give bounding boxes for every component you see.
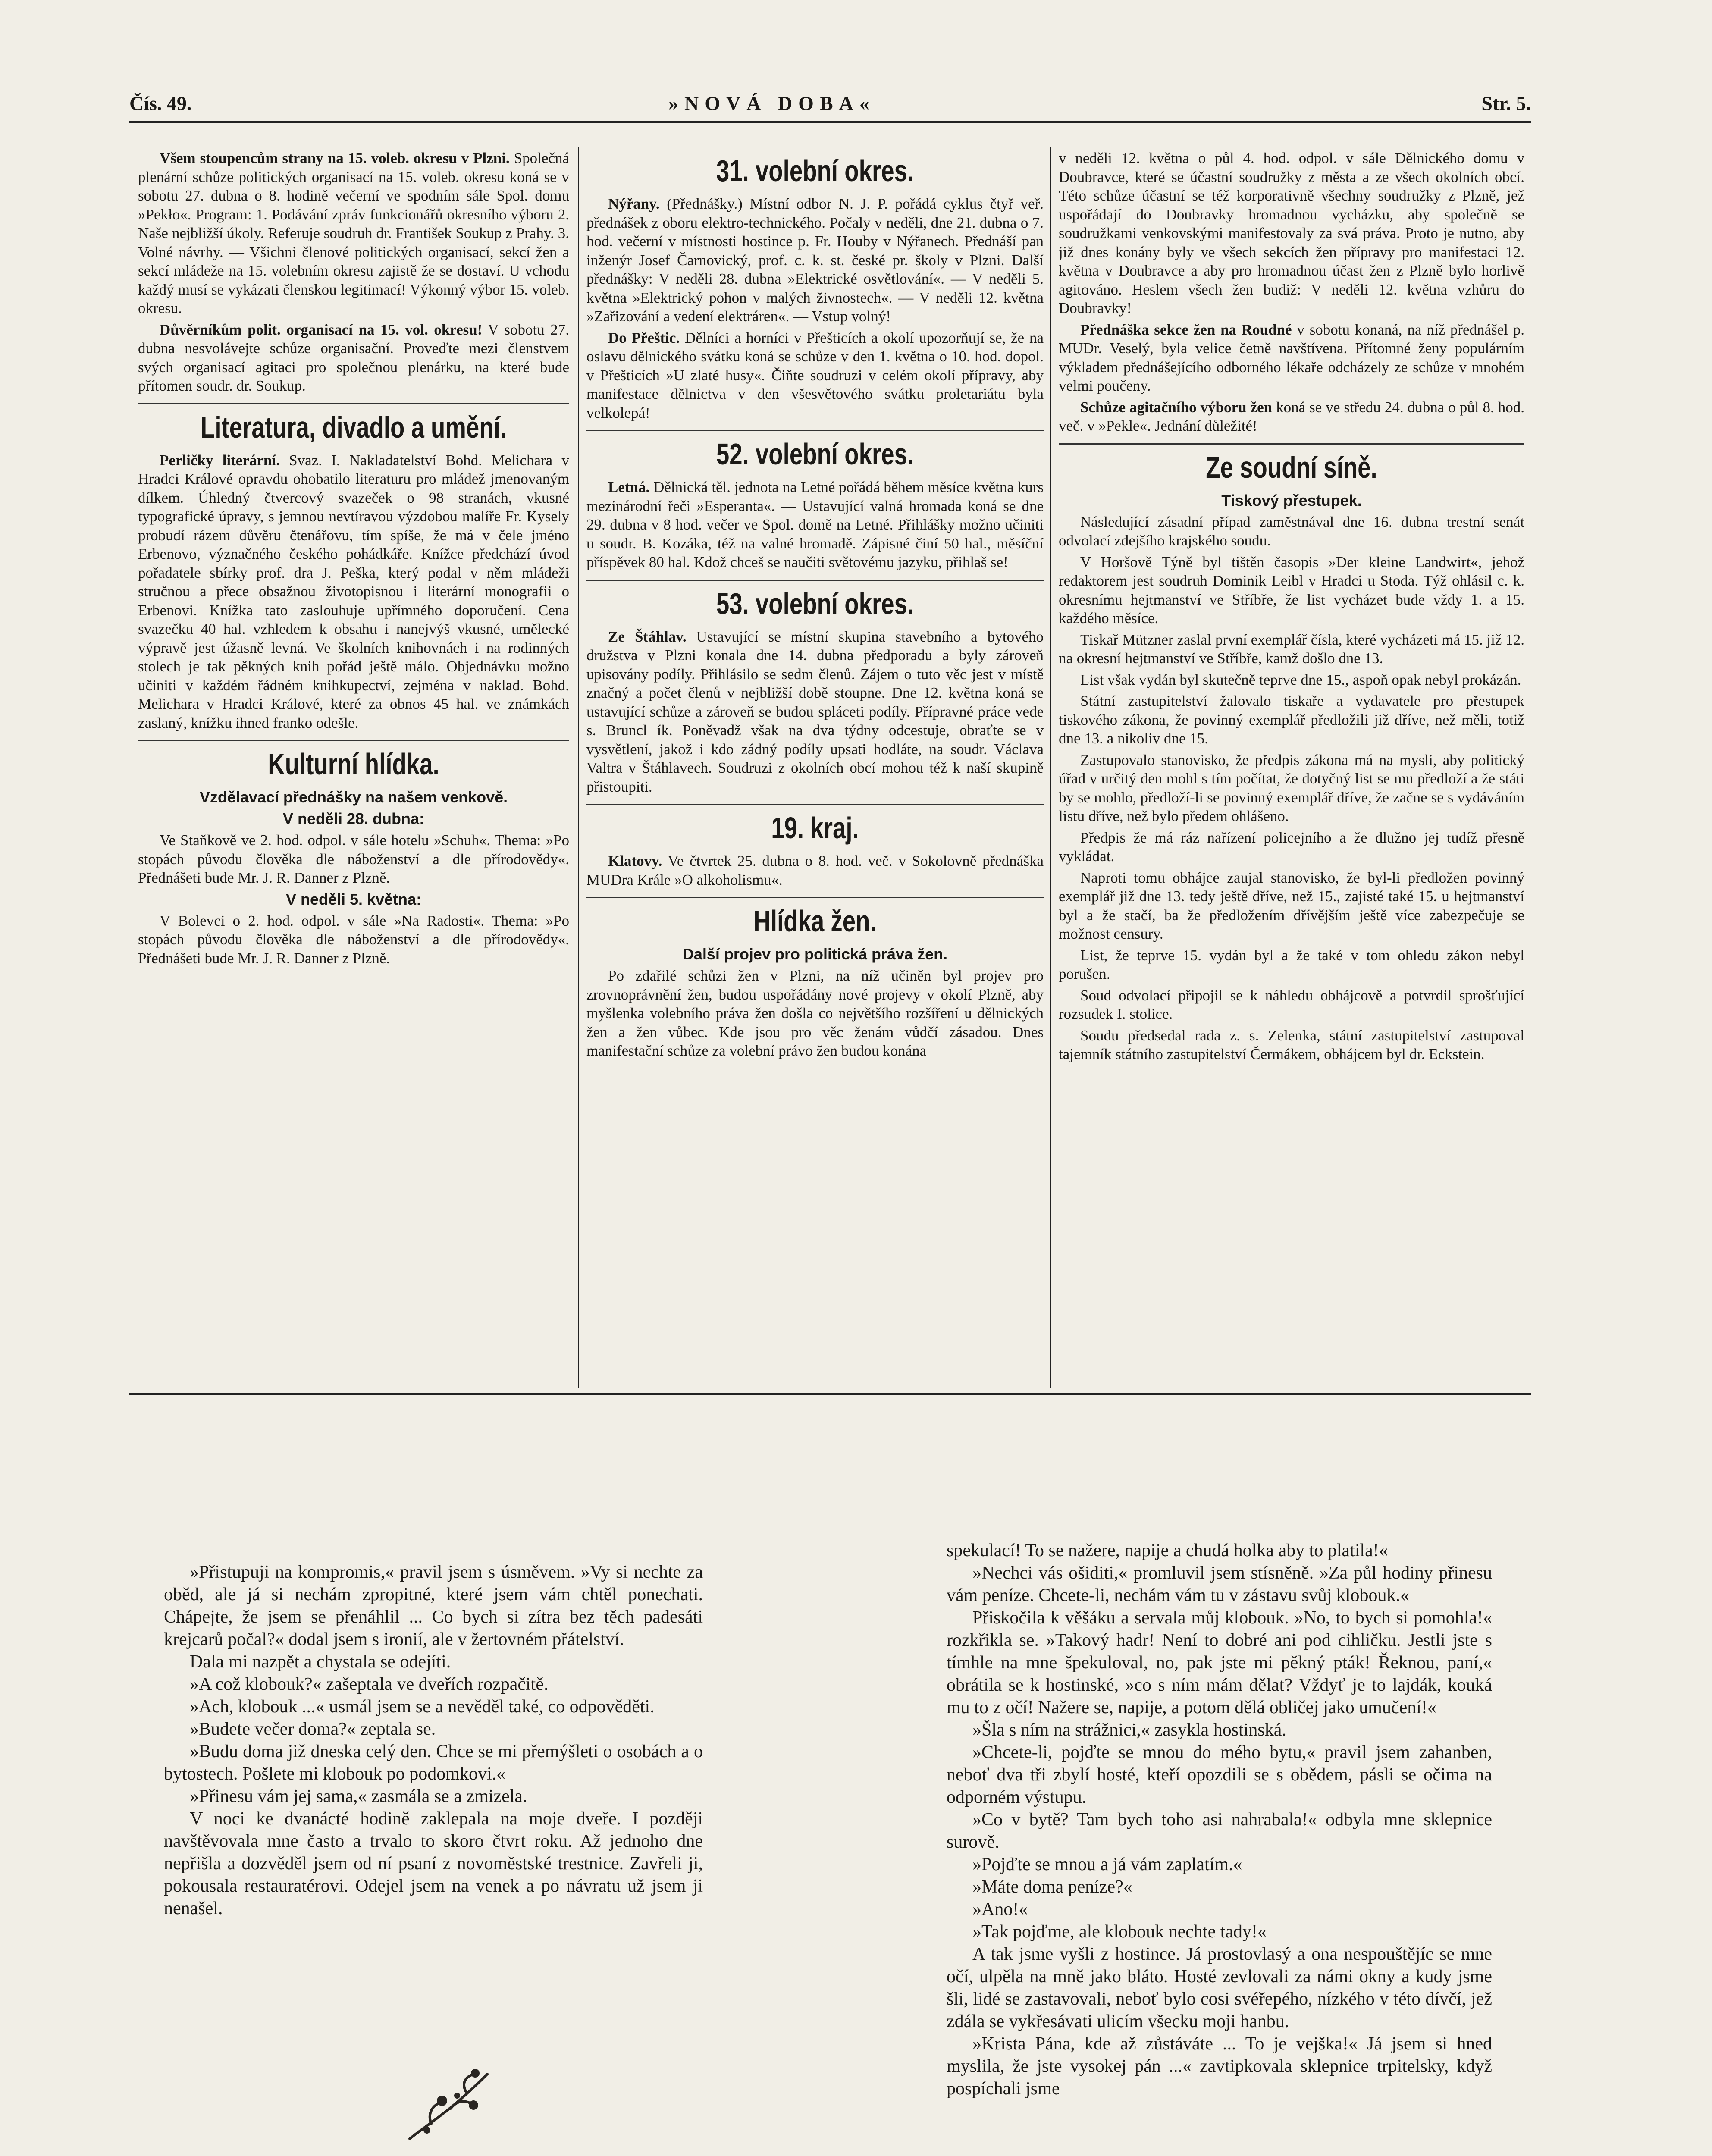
story-paragraph: »Tak pojďme, ale klobouk nechte tady!« [972, 1922, 1267, 1942]
story-paragraph: Dala mi nazpět a chystala se odejíti. [190, 1652, 451, 1672]
page-header [129, 88, 1531, 119]
story-paragraph: »Přistupuji na kompromis,« pravil jsem s úsměvem. »Vy si nechte za oběd, ale já si nechám zpropitné, které jsem vám chtěl ponechati. Chápejte, že jsem se přenáhlil ... Co bych si zítra bez těch padesáti krejcarů počal?« dodal jsem s ironií, ale v žertovném přátelství. [164, 1562, 703, 1649]
article-letna [586, 478, 1044, 572]
article-prestice [586, 329, 1044, 423]
article-body: koná se ve středu 24. dubna o půl 8. hod. več. v »Pekle«. Jednání důležité! [1059, 398, 1524, 434]
story-left-column [164, 1561, 703, 2048]
article-lead: Ze Štáhlav. [608, 628, 687, 645]
article-women-continued: v neděli 12. května o půl 4. hod. odpol. v sále Dělnického domu v Doubravce, které se účastní soudružky z města a ze všech okolních obcí. Této schůze účastní se též korporativně všechny soudružky z Plzně, jež uspořádají do Doubravky hromadnou vycházku, aby společně se soudružkami venkovskými manifestovaly za svá práva. Proto je nutno, aby již dnes konány byly ve všech sekcích žen přípravy pro manifestaci 12. května v Doubravce a aby pro hromadnou účast žen z Plzně bylo horlivě agitováno. Heslem všech žen budiž: V neděli 12. května vzhůru do Doubravky! [1059, 150, 1524, 317]
date-heading: V neděli 5. května: [285, 890, 422, 908]
article-body: Ustavující se místní skupina stavebního a bytového družstva v Plzni konala dne 14. dubna předporadu a byly zároveň upisovány podíly. Přihlásilo se sedm členů. Zájem o tuto věc jest v místě značný a počet členů v nejbližší době stoupne. Dne 12. května koná se ustavující schůze a zároveň se budou spláceti podíly. Přípravné práce vede s. Bruncl ík. Poněvadž však na dva týdny odcestuje, obraťte se v vysvětlení, jakož i kdo zádný podíly upsati hodláte, na soudr. Václava Valtra v Štáhlavech. Soudruzi z okolních obcí mohou též k naší skupině přistoupiti. [586, 628, 1044, 795]
article-body: Svaz. I. Nakladatelství Bohd. Melichara v Hradci Králové opravdu ohobatilo literaturu pro mládež jmenovaným dílkem. Úhledný čtvercový svazeček o 98 stranách, vkusné typografické úpravy, s jemnou nevtíravou výzdobou malíře Fr. Kysely probudí rázem důvěru čtenářovu, tím spíše, že má v čele jméno Erbenovo, význačného českého pohádkáře. Knížce předchází úvod pořadatele sbírky prof. dra J. Peška, který podal v něm mládeži stručnou a přece obsažnou životopisnou i literární monografii o Erbenovi. Knížka tato zaslouhuje upřímného doporučení. Cena svazečku 40 hal. vzhledem k obsahu i nanejvýš vkusné, umělecké výpravě jest úžasně levná. Ve školních knihovnách i na rodinných stolech je tak pěkných knih pořád ještě málo. Objednávku možno učiniti v každém řádném knihkupectví, zejména v naklad. Bohd. Melichara v Hradci Králové, které za obnos 45 hal. ve známkách zaslaný, knížku ihned franko odešle. [138, 451, 569, 731]
story-paragraph: »A což klobouk?« zašeptala ve dveřích rozpačitě. [190, 1674, 549, 1694]
court-paragraph: Tiskař Mützner zaslal první exemplář čísla, které vycházeti má 15. již 12. na okresní hejtmanství ve Stříbře, kamž došlo dne 13. [1059, 631, 1524, 667]
story-paragraph: »Ach, klobouk ...« usmál jsem se a nevěděl také, co odpověděti. [190, 1697, 655, 1717]
court-paragraph: List, že teprve 15. vydán byl a že také v tom ohledu zákon nebyl porušen. [1059, 946, 1524, 982]
court-paragraph: Soudu předsedal rada z. s. Zelenka, státní zastupitelství zastupoval tajemník státního zastupitelství Čermákem, obhájcem byl dr. Eckstein. [1059, 1027, 1524, 1062]
article-body: Ve čtvrtek 25. dubna o 8. hod. več. v Sokolovně přednáška MUDra Krále »O alkoholismu«. [586, 852, 1044, 888]
page-number: Str. 5. [1481, 92, 1531, 114]
story-paragraph: spekulací! To se nažere, napije a chudá holka aby to platila!« [947, 1541, 1388, 1561]
story-paragraph: »Ano!« [972, 1899, 1028, 1919]
column-rule-1 [578, 147, 579, 1388]
article-lead: Přednáška sekce žen na Roudné [1080, 321, 1292, 338]
story-paragraph: V noci ke dvanácté hodině zaklepala na moje dveře. I později navštěvovala mne často a trvalo to skoro čtvrt roku. Až jednoho dne nepřišla a dozvěděl jsem od ní psaní z novoměstské trestnice. Zavřeli ji, pokousala restauratérovi. Odejel jsem na venek a po návratu už jsem ji nenašel. [164, 1809, 703, 1918]
section-subheading: Vzdělavací přednášky na našem venkově. [199, 788, 508, 806]
section-heading-53: 53. volební okres. [716, 586, 914, 620]
article-lead: Všem stoupencům strany na 15. voleb. okresu v Plzni. [160, 150, 510, 166]
story-right-column [947, 1539, 1492, 2152]
story-paragraph: »Nechci vás ošiditi,« promluvil jsem stísněně. »Za půl hodiny přinesu vám peníze. Chcete-li, nechám vám tu v zástavu svůj klobouk.« [947, 1563, 1492, 1605]
article-lead: Perličky literární. [160, 451, 280, 469]
separator [586, 580, 1044, 581]
separator [586, 804, 1044, 805]
section-heading-52: 52. volební okres. [716, 437, 914, 471]
header-rule [129, 121, 1531, 123]
article-women-rights: Po zdařilé schůzi žen v Plzni, na níž učiněn byl projev pro zrovnoprávnění žen, budou uspořádány nové projevy v okolí Plzně, aby myšlenka volebního práva žen došla co největšího rozšíření u dělnických žen a žen vůbec. Kde jsou pro věc ženám vůdčí zásadou. Dnes manifestační schůze za volební právo žen budou konána [586, 967, 1044, 1059]
section-subheading: Tiskový přestupek. [1221, 491, 1362, 509]
article-body: Dělnická těl. jednota na Letné pořádá během měsíce května kurs mezinárodní řeči »Esperanta«. — Ustavující valná hromada koná se dne 29. dubna v 8 hod. večer ve Spol. domě na Letné. Přihlášky možno učiniti u soudr. B. Kozáka, též na valné hromadě. Zápisné činí 50 hal., měsíční příspěvek 80 hal. Kdož chceš se naučiti světovému jazyku, přihlaš se! [586, 479, 1044, 570]
story-paragraph: »Krista Pána, kde až zůstáváte ... To je vejška!« Já jsem si hned myslila, že jste vysokej pán ...« zavtipkovala sklepnice trpitelsky, když pospíchali jsme [947, 2034, 1492, 2099]
court-paragraph: Následující zásadní případ zaměstnával dne 16. dubna trestní senát odvolací zdejšího krajského soudu. [1059, 513, 1524, 549]
separator [586, 897, 1044, 898]
floral-ornament-icon [401, 2065, 496, 2143]
article-body: v sobotu konaná, na níž přednášel p. MUDr. Veselý, byla velice četně navštívena. Přítomné ženy populárním výkladem přednášejícího odborného lékaře odcházely ze schůze v mnohém velmi poučeny. [1059, 321, 1524, 394]
separator [138, 403, 569, 404]
article-trustees [138, 320, 569, 395]
article-body: Dělníci a horníci v Přešticích a okolí upozorňují se, že na oslavu dělnického svátku koná se schůze v den 1. května o 10. hod. dopol. v Přešticích »U zlaté husy«. Čiňte soudruzi v celém okolí přípravy, aby manifestace dělnictva v den všesvětového svátku proletariátu byla velkolepá! [586, 329, 1044, 421]
column-1 [138, 149, 569, 1386]
article-lead: Důvěrníkům polit. organisací na 15. vol. okresu! [160, 321, 483, 338]
article-stahlavy [586, 627, 1044, 796]
section-heading-31: 31. volební okres. [716, 154, 914, 188]
article-nyrany [586, 194, 1044, 326]
story-paragraph: Přiskočila k věšáku a servala můj klobouk. »No, to bych si pomohla!« rozkřikla se. »Takový hadr! Není to dobré ani pod cihličku. Jestli jste s tímhle na mne špekuloval, no, pak jste mi pěkný pták! Řeknou, paní,« obrátila se k hostinské, »co s ním mám dělat? Vždyť je to lajdák, kouká mu to z očí! Nažere se, napije, a potom dělá obličej jako umučení!« [947, 1608, 1492, 1717]
separator [1059, 443, 1524, 445]
story-paragraph: »Co v bytě? Tam bych toho asi nahrabala!« odbyla mne sklepnice surově. [947, 1810, 1492, 1852]
story-paragraph: »Chcete-li, pojďte se mnou do mého bytu,« pravil jsem zahanben, neboť dva tři zbylí hosté, kteří opozdili se s obědem, pásli se očima na odporném výstupu. [947, 1742, 1492, 1807]
article-body: V sobotu 27. dubna nesvolávejte schůze organisační. Proveďte mezi členstvem svých organisací agitaci pro společnou plenárku, na které bude přítomen soudr. dr. Soukup. [138, 321, 569, 394]
issue-number: Čís. 49. [129, 92, 192, 114]
section-heading-women: Hlídka žen. [753, 904, 877, 938]
separator [138, 740, 569, 741]
section-heading-court: Ze soudní síně. [1206, 450, 1377, 484]
story-paragraph: »Máte doma peníze?« [972, 1877, 1132, 1897]
court-paragraph: Soud odvolací připojil se k náhledu obhájcově a potvrdil sprošťující rozsudek I. stolice. [1059, 987, 1524, 1022]
newspaper-title: »NOVÁ DOBA« [668, 92, 875, 114]
court-paragraph: V Horšově Týně byl tištěn časopis »Der kleine Landwirt«, jehož redaktorem jest soudruh Dominik Leibl v Hradci u Stoda. Týž ohlásil c. k. okresnímu hejtmanství ve Stříbře, že list vycházet bude vždy 1. a 15. každého měsíce. [1059, 553, 1524, 627]
article-lead: Letná. [608, 479, 650, 495]
article-lecture-1: Ve Staňkově ve 2. hod. odpol. v sále hotelu »Schuh«. Thema: »Po stopách původu člověka dle náboženství a dle přírodovědy«. Přednášeti bude Mr. J. R. Danner z Plzně. [138, 832, 569, 886]
column-2 [586, 149, 1044, 1386]
article-body: Společná plenární schůze politických organisací na 15. voleb. okresu koná se v sobotu 27. dubna o 8. hodině večerní ve spodním sále Spol. domu »Pekło«. Program: 1. Podávání zpráv funkcionářů okresního výboru 2. Naše nejbližší úkoly. Referuje soudruh dr. František Soukup z Prahy. 3. Volné návrhy. — Všichni členové politických organisací, sekcí žen a sekcí mládeže na 15. volebním okresu zajistě že se dostaví. U vchodu každý musí se vykázati členskou legitimací! Výkonný výbor 15. voleb. okresu. [138, 150, 569, 317]
article-body: (Přednášky.) Místní odbor N. J. P. pořádá cyklus čtyř veř. přednášek z oboru elektro-technického. Počaly v neděli, dne 21. dubna o 7. hod. večerní v místnosti hostince p. Fr. Houby v Nýřanech. Přednáší pan inženýr Josef Čarnovický, prof. c. k. st. české pr. školy v Plzni. Další přednášky: V neděli 28. dubna »Elektrické osvětlování«. — V neděli 5. května »Elektrický pohon v malých živnostech«. — V neděli 12. května »Zařizování a vedení elektráren«. — Vstup volný! [586, 195, 1044, 325]
story-paragraph: »Budu doma již dneska celý den. Chce se mi přemýšleti o osobách a o bytostech. Pošlete mi klobouk po podomkovi.« [164, 1742, 703, 1784]
court-paragraph: Předpis že má ráz nařízení policejního a že dlužno jej tudíž přesně vykládat. [1059, 829, 1524, 865]
section-subheading: Další projev pro politická práva žen. [682, 945, 948, 963]
court-paragraph: Státní zastupitelství žalovalo tiskaře a vydavatele pro přestupek tiskového zákona, že povinný exemplář předložili již dříve, než měli, totiž dne 13. a nikoliv dne 15. [1059, 693, 1524, 747]
column-rule-2 [1050, 147, 1051, 1388]
story-paragraph: »Přinesu vám jej sama,« zasmála se a zmizela. [190, 1786, 527, 1806]
story-paragraph: »Pojďte se mnou a já vám zaplatím.« [972, 1855, 1242, 1874]
story-paragraph: »Budete večer doma?« zeptala se. [190, 1719, 436, 1739]
section-heading-19: 19. kraj. [771, 811, 859, 845]
section-heading-literature: Literatura, divadlo a umění. [201, 410, 507, 444]
article-plenary [138, 149, 569, 318]
article-lead: Do Přeštic. [608, 329, 680, 346]
separator [586, 430, 1044, 431]
article-lecture-2: V Bolevci o 2. hod. odpol. v sále »Na Radosti«. Thema: »Po stopách původu člověka dle náboženství a dle přírodovědy«. Přednášeti bude Mr. J. R. Danner z Plzně. [138, 912, 569, 967]
article-lead: Klatovy. [608, 852, 662, 869]
article-lead: Schůze agitačního výboru žen [1080, 398, 1273, 416]
court-paragraph: Zastupovalo stanovisko, že předpis zákona má na mysli, aby politický úřad v určitý den mohl s tím počítat, že dotyčný list se mu předloží a že státi by se mohlo, předloží-li se povinný exemplář dříve, že začne se s vydáváním listu dříve, než bylo předem ohlášeno. [1059, 751, 1524, 824]
section-heading-culture: Kulturní hlídka. [268, 747, 439, 781]
article-perlicky [138, 451, 569, 733]
story-paragraph: A tak jsme vyšli z hostince. Já prostovlasý a ona nespouštějíc se mne očí, ulpěla na mně jako bláto. Hosté zevlovali za námi okny a kudy jsme šli, lidé se zastavovali, neboť bylo cosi svéřepého, nízkého v této dívčí, jež zdála se vykřesávati ulicím všecku moji hanbu. [947, 1944, 1492, 2031]
article-roudna [1059, 320, 1524, 395]
column-3 [1059, 149, 1524, 1386]
date-heading: V neděli 28. dubna: [282, 810, 425, 827]
article-klatovy [586, 852, 1044, 889]
court-paragraph: Naproti tomu obhájce zaujal stanovisko, že byl-li předložen povinný exemplář již dne 13. tedy ještě dříve, než 15., zajisté také 15. u hejtmanství byl a že stačí, ba že předložením dřívějším ještě více zabezpečuje se možnost censury. [1059, 869, 1524, 942]
story-paragraph: »Šla s ním na strážnici,« zasykla hostinská. [972, 1720, 1286, 1740]
article-agitation [1059, 398, 1524, 436]
court-paragraph: List však vydán byl skutečně teprve dne 15., aspoň opak nebyl prokázán. [1080, 671, 1521, 688]
article-lead: Nýřany. [608, 195, 660, 212]
section-rule [129, 1393, 1531, 1395]
